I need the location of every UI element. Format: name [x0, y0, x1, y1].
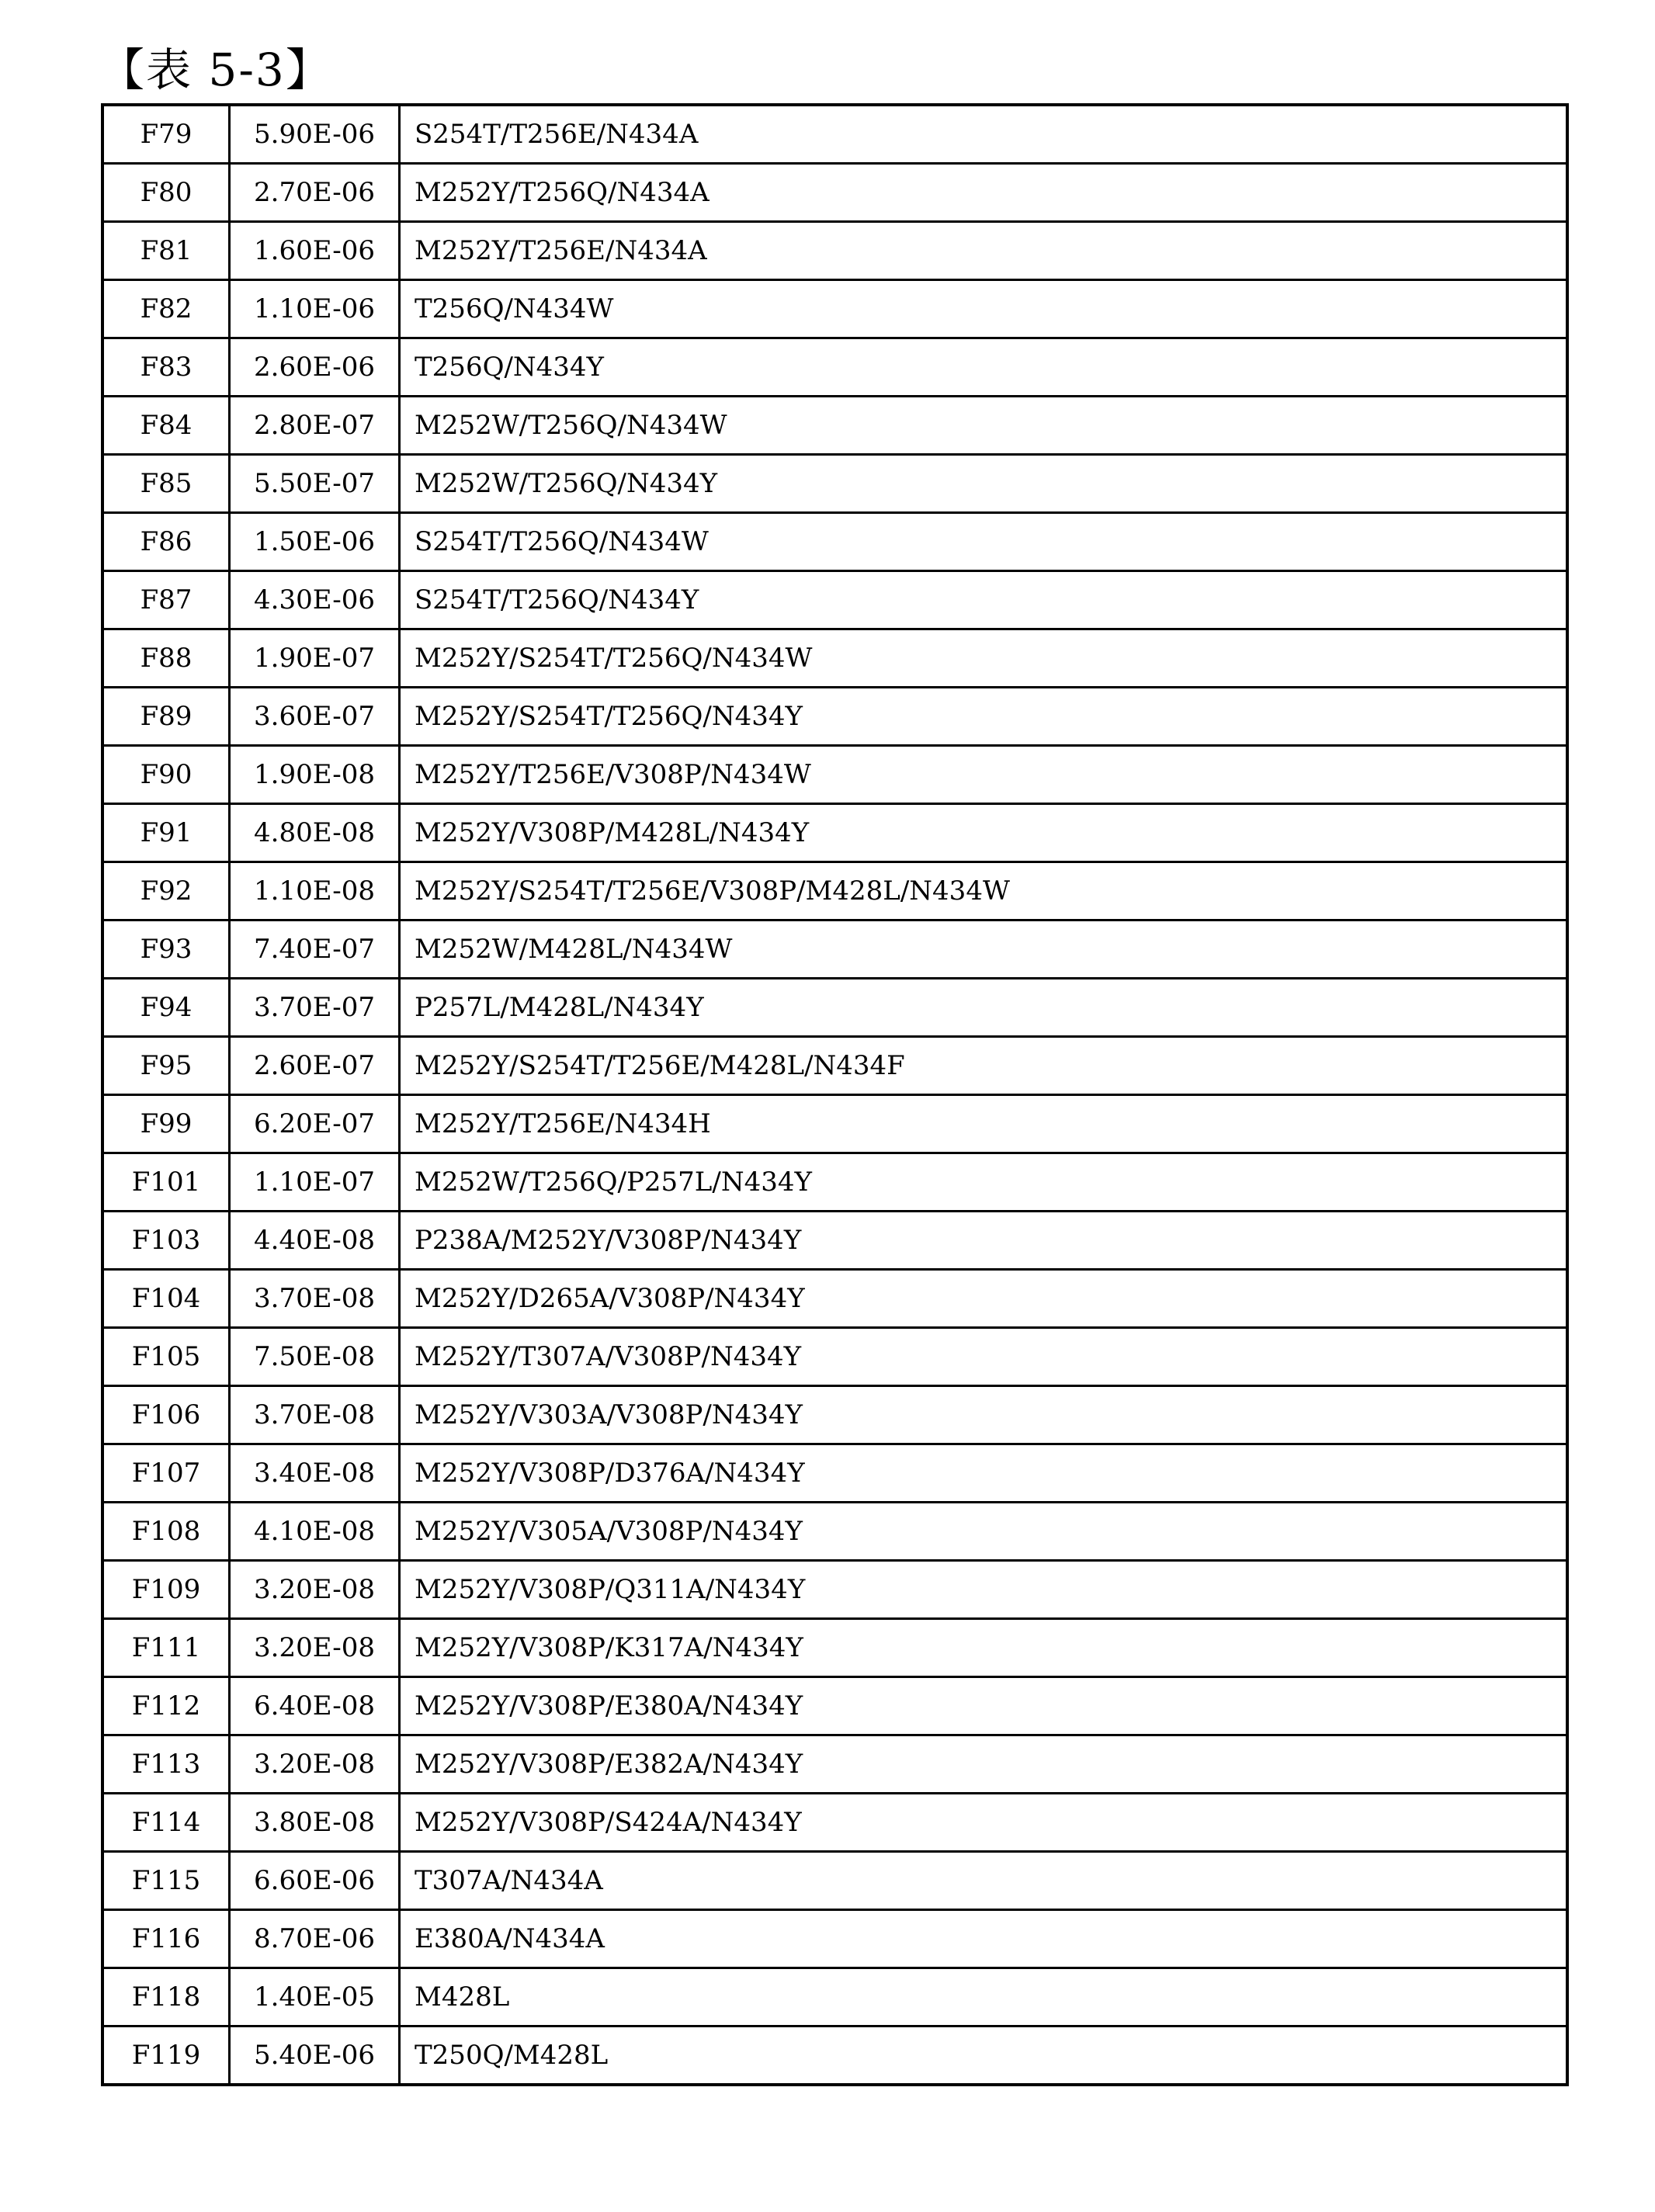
table-row	[102, 1386, 1567, 1444]
mutations-cell: E380A/N434A	[400, 1910, 1568, 1968]
mutations-cell: P238A/M252Y/V308P/N434Y	[400, 1212, 1568, 1270]
mutations-cell: M252Y/V308P/Q311A/N434Y	[400, 1561, 1568, 1619]
table-row	[102, 1677, 1567, 1735]
mutations-cell: M252W/M428L/N434W	[400, 921, 1568, 979]
mutations-cell: M252Y/T256E/N434H	[400, 1095, 1568, 1153]
variant-id-cell: F79	[102, 105, 230, 164]
variant-id-cell: F112	[102, 1677, 230, 1735]
table-row	[102, 1212, 1567, 1270]
mutations-cell: M252Y/V303A/V308P/N434Y	[400, 1386, 1568, 1444]
value-cell: 8.70E-06	[230, 1910, 400, 1968]
value-cell: 3.40E-08	[230, 1444, 400, 1503]
value-cell: 3.70E-07	[230, 979, 400, 1037]
mutations-cell: S254T/T256Q/N434Y	[400, 571, 1568, 629]
value-cell: 1.50E-06	[230, 513, 400, 571]
table-row	[102, 746, 1567, 804]
variant-id-cell: F99	[102, 1095, 230, 1153]
table-row	[102, 2027, 1567, 2085]
table-row	[102, 1444, 1567, 1503]
variant-id-cell: F93	[102, 921, 230, 979]
variant-id-cell: F111	[102, 1619, 230, 1677]
table-row	[102, 338, 1567, 397]
variant-id-cell: F107	[102, 1444, 230, 1503]
variant-id-cell: F92	[102, 862, 230, 921]
mutations-cell: M252Y/T307A/V308P/N434Y	[400, 1328, 1568, 1386]
mutations-cell: T256Q/N434W	[400, 280, 1568, 338]
value-cell: 1.60E-06	[230, 222, 400, 280]
table-row	[102, 1794, 1567, 1852]
value-cell: 2.80E-07	[230, 397, 400, 455]
table-row	[102, 629, 1567, 688]
value-cell: 4.10E-08	[230, 1503, 400, 1561]
variant-id-cell: F89	[102, 688, 230, 746]
variant-id-cell: F115	[102, 1852, 230, 1910]
table-row	[102, 979, 1567, 1037]
value-cell: 4.30E-06	[230, 571, 400, 629]
value-cell: 1.90E-08	[230, 746, 400, 804]
value-cell: 4.40E-08	[230, 1212, 400, 1270]
variant-id-cell: F84	[102, 397, 230, 455]
table-row	[102, 1153, 1567, 1212]
table-row	[102, 455, 1567, 513]
table-row	[102, 397, 1567, 455]
mutations-cell: M252Y/V308P/K317A/N434Y	[400, 1619, 1568, 1677]
variant-id-cell: F116	[102, 1910, 230, 1968]
value-cell: 5.90E-06	[230, 105, 400, 164]
table-row	[102, 862, 1567, 921]
table-body	[102, 105, 1567, 2085]
value-cell: 3.60E-07	[230, 688, 400, 746]
value-cell: 6.60E-06	[230, 1852, 400, 1910]
table-row	[102, 1095, 1567, 1153]
table-row	[102, 1619, 1567, 1677]
mutations-cell: M252Y/V308P/M428L/N434Y	[400, 804, 1568, 862]
mutations-cell: S254T/T256E/N434A	[400, 105, 1568, 164]
variant-table	[101, 103, 1569, 2086]
mutations-cell: M252Y/V308P/E380A/N434Y	[400, 1677, 1568, 1735]
mutations-cell: M252Y/V305A/V308P/N434Y	[400, 1503, 1568, 1561]
mutations-cell: P257L/M428L/N434Y	[400, 979, 1568, 1037]
variant-id-cell: F101	[102, 1153, 230, 1212]
mutations-cell: M252W/T256Q/P257L/N434Y	[400, 1153, 1568, 1212]
value-cell: 1.10E-08	[230, 862, 400, 921]
value-cell: 5.40E-06	[230, 2027, 400, 2085]
mutations-cell: M252Y/S254T/T256E/V308P/M428L/N434W	[400, 862, 1568, 921]
variant-id-cell: F86	[102, 513, 230, 571]
variant-id-cell: F94	[102, 979, 230, 1037]
table-row	[102, 1968, 1567, 2027]
mutations-cell: M428L	[400, 1968, 1568, 2027]
variant-id-cell: F95	[102, 1037, 230, 1095]
mutations-cell: M252Y/V308P/D376A/N434Y	[400, 1444, 1568, 1503]
value-cell: 2.60E-07	[230, 1037, 400, 1095]
table-row	[102, 105, 1567, 164]
table-row	[102, 164, 1567, 222]
table-row	[102, 1852, 1567, 1910]
value-cell: 1.10E-06	[230, 280, 400, 338]
variant-id-cell: F87	[102, 571, 230, 629]
variant-id-cell: F90	[102, 746, 230, 804]
value-cell: 2.70E-06	[230, 164, 400, 222]
mutations-cell: M252Y/T256E/V308P/N434W	[400, 746, 1568, 804]
mutations-cell: M252Y/T256Q/N434A	[400, 164, 1568, 222]
table-row	[102, 1735, 1567, 1794]
table-row	[102, 1910, 1567, 1968]
value-cell: 1.90E-07	[230, 629, 400, 688]
mutations-cell: M252Y/V308P/S424A/N434Y	[400, 1794, 1568, 1852]
mutations-cell: M252Y/V308P/E382A/N434Y	[400, 1735, 1568, 1794]
variant-id-cell: F83	[102, 338, 230, 397]
value-cell: 1.40E-05	[230, 1968, 400, 2027]
value-cell: 7.40E-07	[230, 921, 400, 979]
value-cell: 3.20E-08	[230, 1619, 400, 1677]
mutations-cell: T307A/N434A	[400, 1852, 1568, 1910]
variant-id-cell: F85	[102, 455, 230, 513]
value-cell: 4.80E-08	[230, 804, 400, 862]
table-row	[102, 1037, 1567, 1095]
mutations-cell: M252Y/S254T/T256Q/N434Y	[400, 688, 1568, 746]
mutations-cell: M252Y/D265A/V308P/N434Y	[400, 1270, 1568, 1328]
value-cell: 6.20E-07	[230, 1095, 400, 1153]
value-cell: 1.10E-07	[230, 1153, 400, 1212]
value-cell: 2.60E-06	[230, 338, 400, 397]
table-row	[102, 1328, 1567, 1386]
value-cell: 3.20E-08	[230, 1561, 400, 1619]
variant-id-cell: F81	[102, 222, 230, 280]
variant-id-cell: F108	[102, 1503, 230, 1561]
variant-id-cell: F114	[102, 1794, 230, 1852]
mutations-cell: T250Q/M428L	[400, 2027, 1568, 2085]
variant-id-cell: F103	[102, 1212, 230, 1270]
variant-id-cell: F119	[102, 2027, 230, 2085]
table-row	[102, 513, 1567, 571]
table-row	[102, 804, 1567, 862]
value-cell: 3.70E-08	[230, 1386, 400, 1444]
table-row	[102, 571, 1567, 629]
mutations-cell: T256Q/N434Y	[400, 338, 1568, 397]
value-cell: 7.50E-08	[230, 1328, 400, 1386]
table-row	[102, 1270, 1567, 1328]
variant-id-cell: F104	[102, 1270, 230, 1328]
variant-id-cell: F113	[102, 1735, 230, 1794]
variant-id-cell: F82	[102, 280, 230, 338]
mutations-cell: M252Y/T256E/N434A	[400, 222, 1568, 280]
variant-id-cell: F88	[102, 629, 230, 688]
variant-id-cell: F106	[102, 1386, 230, 1444]
value-cell: 5.50E-07	[230, 455, 400, 513]
variant-id-cell: F105	[102, 1328, 230, 1386]
mutations-cell: M252W/T256Q/N434Y	[400, 455, 1568, 513]
table-row	[102, 1503, 1567, 1561]
variant-id-cell: F118	[102, 1968, 230, 2027]
variant-id-cell: F80	[102, 164, 230, 222]
mutations-cell: M252W/T256Q/N434W	[400, 397, 1568, 455]
table-row	[102, 222, 1567, 280]
mutations-cell: S254T/T256Q/N434W	[400, 513, 1568, 571]
value-cell: 3.80E-08	[230, 1794, 400, 1852]
table-row	[102, 1561, 1567, 1619]
table-title: 【表 5-3】	[99, 43, 332, 96]
value-cell: 3.20E-08	[230, 1735, 400, 1794]
mutations-cell: M252Y/S254T/T256Q/N434W	[400, 629, 1568, 688]
value-cell: 6.40E-08	[230, 1677, 400, 1735]
mutations-cell: M252Y/S254T/T256E/M428L/N434F	[400, 1037, 1568, 1095]
table-row	[102, 921, 1567, 979]
variant-id-cell: F91	[102, 804, 230, 862]
variant-id-cell: F109	[102, 1561, 230, 1619]
table-row	[102, 688, 1567, 746]
table-row	[102, 280, 1567, 338]
value-cell: 3.70E-08	[230, 1270, 400, 1328]
